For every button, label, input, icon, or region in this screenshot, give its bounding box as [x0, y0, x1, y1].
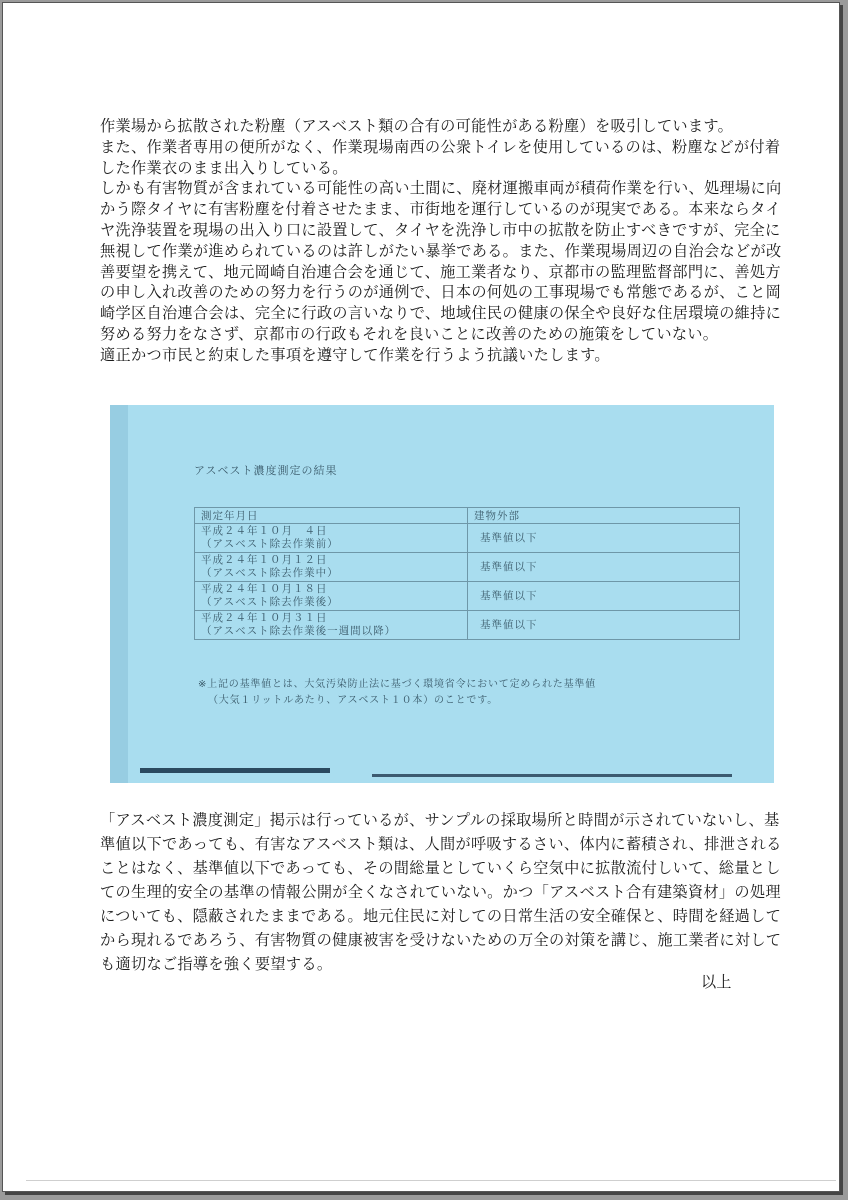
notice-footnote [198, 677, 738, 709]
cropped-heading-fragment [140, 768, 330, 783]
text-line: 作業場から拡散された粉塵（アスベスト類の合有の可能性がある粉塵）を吸引しています。 [100, 117, 734, 135]
table-row [195, 582, 740, 611]
measurement-table [194, 507, 740, 640]
table-row [195, 553, 740, 582]
document-page [2, 2, 840, 1192]
text-line: しかも有害物質が含まれている可能性の高い土間に、廃材運搬車両が積荷作業を行い、処理場に向かう際タイヤに有害粉塵を付着させたまま、市街地を運行しているのが現実である。本来ならタイヤ洗浄装置を現場の出入り口に設置して、タイヤを洗浄し市中の拡散を防止すべきですが、完全に無視して作業が進められているのは許しがたい暴挙である。また、作業現場周辺の自治会などが改善要望を携えて、地元岡崎自治連合会を通じて、施工業者なり、京都市の監理監督部門に、善処方の申し入れ改善のための努力を行うのが通例で、日本の何処の工事現場でも常態であるが、こと岡崎学区自治連合会は、完全に行政の言いなりで、地域住民の健康の保全や良好な住居環境の維持に努める努力をなさず、京都市の行政もそれを良いことに改善のための施策をしていない。 [100, 179, 782, 343]
body-paragraph-2: 「アスベスト濃度測定」掲示は行っているが、サンプルの採取場所と時間が示されていないし、基準値以下であっても、有害なアスベスト類は、人間が呼吸するさい、体内に蓄積され、排泄されることはなく、基準値以下であっても、その間総量としていくら空気中に拡散流付しいて、総量としての生理的安全の基準の情報公開が全くなされていない。かつ「アスベスト合有建築資材」の処理についても、隠蔽されたままである。地元住民に対しての日常生活の安全確保と、時間を経過してから現れるであろう、有害物質の健康被害を受けないための万全の対策を講じ、施工業者に対しても適切なご指導を強く要望する。 [100, 811, 782, 973]
date-cell [195, 582, 468, 611]
date-cell [195, 611, 468, 640]
table-row [195, 611, 740, 640]
scan-edge-line [26, 1180, 836, 1181]
body-paragraph-1 [100, 116, 790, 366]
note-line: ※上記の基準値とは、大気汚染防止法に基づく環境省令において定められた基準値 [198, 679, 596, 690]
date: 平成２４年１０月 ４日 [201, 525, 328, 537]
header-date: 測定年月日 [195, 508, 468, 524]
header-exterior: 建物外部 [468, 508, 740, 524]
text-line: 適正かつ市民と約束した事項を遵守して作業を行うよう抗議いたします。 [100, 345, 610, 364]
cropped-line-fragment [372, 774, 732, 783]
table-header-row [195, 508, 740, 524]
stage: （アスベスト除去作業前） [201, 538, 339, 550]
photo-shade [110, 405, 128, 783]
date-cell [195, 524, 468, 553]
cropped-text-fragment [110, 769, 774, 783]
date: 平成２４年１０月１８日 [201, 583, 328, 595]
closing-remark: 以上 [701, 973, 732, 991]
table-row [195, 524, 740, 553]
stage: （アスベスト除去作業後一週間以降） [201, 625, 397, 637]
notice-title: アスベスト濃度測定の結果 [194, 464, 338, 477]
result-cell: 基準値以下 [468, 524, 740, 553]
stage: （アスベスト除去作業後） [201, 596, 339, 608]
result-cell: 基準値以下 [468, 553, 740, 582]
date-cell [195, 553, 468, 582]
stage: （アスベスト除去作業中） [201, 567, 339, 579]
result-cell: 基準値以下 [468, 582, 740, 611]
result-cell: 基準値以下 [468, 611, 740, 640]
note-line: （大気１リットルあたり、アスベスト１０本）のことです。 [208, 695, 498, 706]
asbestos-notice-photo [110, 405, 774, 783]
text-line: また、作業者専用の便所がなく、作業現場南西の公衆トイレを使用しているのは、粉塵などが付着した作業衣のまま出入りしている。 [100, 137, 781, 177]
date: 平成２４年１０月３１日 [201, 612, 328, 624]
date: 平成２４年１０月１２日 [201, 554, 328, 566]
